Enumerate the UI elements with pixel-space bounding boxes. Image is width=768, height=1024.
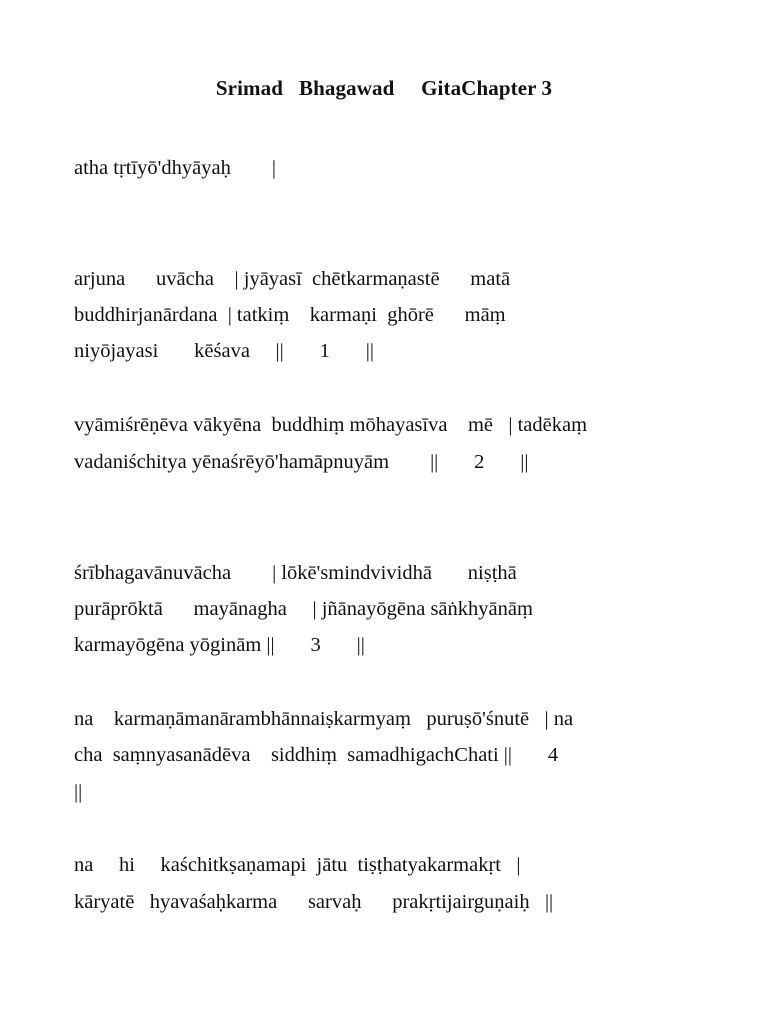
- text-line: cha saṃnyasanādēva siddhiṃ samadhigachChati || 4: [74, 744, 559, 766]
- text-line: niyōjayasi kēśava || 1 ||: [74, 340, 374, 362]
- text-line: na hi kaśchitkṣaṇamapi jātu tiṣṭhatyakarmakṛt |: [74, 854, 521, 876]
- text-line: na karmaṇāmanārambhānnaiṣkarmyaṃ puruṣō'śnutē | na: [74, 708, 574, 730]
- text-line: kāryatē hyavaśaḥkarma sarvaḥ prakṛtijairguṇaiḥ ||: [74, 891, 554, 913]
- text-line: vadaniśchitya yēnaśrēyō'hamāpnuyām || 2 ||: [74, 451, 529, 473]
- text-line: śrībhagavānuvācha | lōkē'smindvividhā niṣṭhā: [74, 562, 517, 584]
- text-line: ||: [74, 781, 83, 803]
- text-line: arjuna uvācha | jyāyasī chētkarmaṇastē matā: [74, 268, 511, 290]
- text-line: karmayōgēna yōginām || 3 ||: [74, 634, 365, 656]
- text-line: buddhirjanārdana | tatkiṃ karmaṇi ghōrē māṃ: [74, 304, 506, 326]
- text-line: purāprōktā mayānagha | jñānayōgēna sāṅkhyānāṃ: [74, 598, 533, 620]
- text-line: vyāmiśrēṇēva vākyēna buddhiṃ mōhayasīva mē | tadēkaṃ: [74, 414, 588, 436]
- document-title: Srimad Bhagawad GitaChapter 3: [215, 76, 553, 100]
- text-line: atha tṛtīyō'dhyāyaḥ |: [74, 157, 276, 179]
